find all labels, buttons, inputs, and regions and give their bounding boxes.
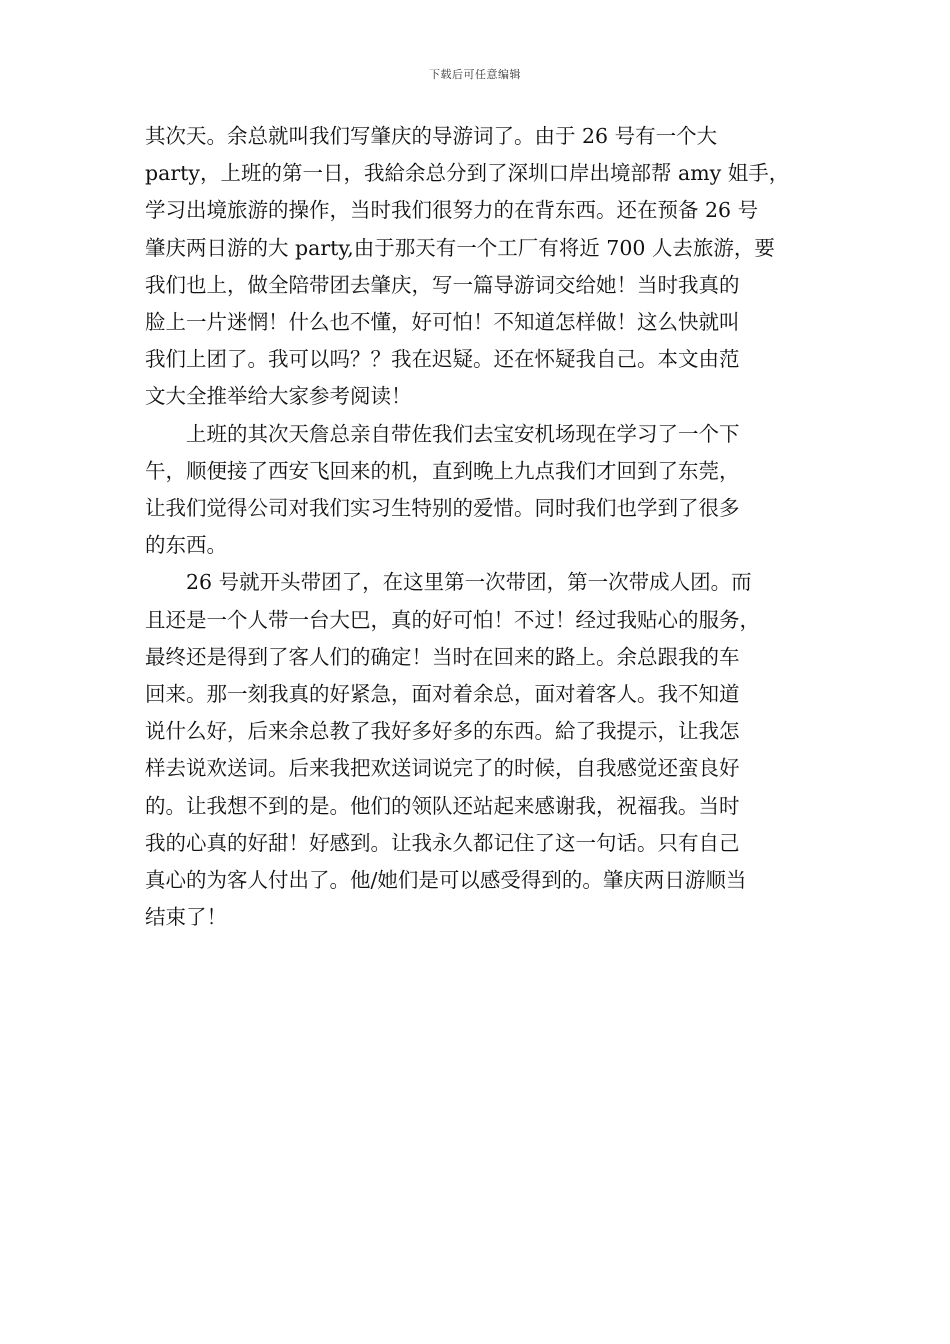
text-line: 且还是一个人带一台大巴，真的好可怕！不过！经过我贴心的服务， bbox=[145, 607, 760, 632]
text-line: 回来。那一刻我真的好紧急，面对着余总，面对着客人。我不知道 bbox=[145, 682, 740, 707]
text-line: 肇庆两日游的大 party,由于那天有一个工厂有将近 700 人去旅游，要 bbox=[145, 235, 775, 260]
text-line: 其次天。余总就叫我们写肇庆的导游词了。由于 26 号有一个大 bbox=[145, 124, 718, 148]
text-line: 上班的其次天詹总亲自带佐我们去宝安机场现在学习了一个下 bbox=[145, 421, 740, 446]
page-header: 下载后可任意编辑 bbox=[429, 68, 521, 81]
text-line: 文大全推举给大家参考阅读！ bbox=[145, 384, 412, 409]
text-line: party，上班的第一日，我給余总分到了深圳口岸出境部帮 amy 姐手， bbox=[145, 161, 790, 186]
text-line: 的。让我想不到的是。他们的领队还站起来感谢我，祝福我。当时 bbox=[145, 793, 740, 818]
paragraph-2 bbox=[145, 416, 820, 565]
text-line: 我的心真的好甜！好感到。让我永久都记住了这一句话。只有自己 bbox=[145, 830, 740, 855]
text-line: 结束了！ bbox=[145, 905, 227, 930]
text-line: 的东西。 bbox=[145, 533, 227, 558]
text-line: 午，顺便接了西安飞回来的机，直到晚上九点我们才回到了东莞， bbox=[145, 458, 740, 483]
paragraph-1 bbox=[145, 118, 820, 416]
document-body bbox=[145, 118, 820, 936]
text-line: 样去说欢送词。后来我把欢送词说完了的时候，自我感觉还蛮良好 bbox=[145, 756, 740, 781]
paragraph-3 bbox=[145, 564, 820, 936]
text-line: 脸上一片迷惘！什么也不懂，好可怕！不知道怎样做！这么快就叫 bbox=[145, 310, 740, 335]
text-line: 学习出境旅游的操作，当时我们很努力的在背东西。还在预备 26 号 bbox=[145, 198, 759, 223]
text-line: 26 号就开头带团了，在这里第一次带团，第一次带成人团。而 bbox=[145, 570, 752, 595]
text-line: 最终还是得到了客人们的确定！当时在回来的路上。余总跟我的车 bbox=[145, 644, 740, 669]
text-line: 真心的为客人付出了。他/她们是可以感受得到的。肇庆两日游顺当 bbox=[145, 868, 747, 893]
text-line: 我们也上，做全陪带团去肇庆，写一篇导游词交给她！当时我真的 bbox=[145, 272, 740, 297]
text-line: 让我们觉得公司对我们实习生特别的爱惜。同时我们也学到了很多 bbox=[145, 496, 740, 521]
text-line: 我们上团了。我可以吗？？我在迟疑。还在怀疑我自己。本文由范 bbox=[145, 347, 740, 372]
text-line: 说什么好，后来余总教了我好多好多的东西。給了我提示，让我怎 bbox=[145, 719, 740, 744]
